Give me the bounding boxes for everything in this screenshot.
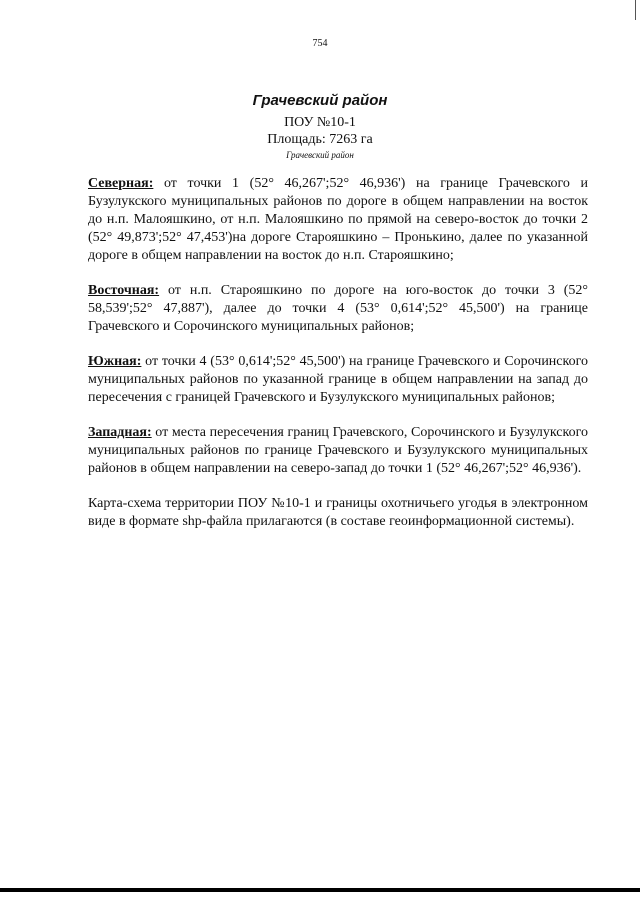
north-boundary-paragraph bbox=[88, 175, 588, 265]
east-boundary-text: от н.п. Старояшкино по дороге на юго-восток до точки 3 (52° 58,539';52° 47,887'), далее до точки 4 (53° 0,614';52° 45,500') на границе Грачевского и Сорочинского муниципальных районов; bbox=[88, 283, 588, 334]
scan-edge-mark bbox=[635, 0, 636, 20]
district-subtitle: Грачевский район bbox=[286, 150, 354, 160]
west-boundary-paragraph bbox=[88, 424, 588, 478]
east-boundary-label: Восточная: bbox=[88, 283, 160, 298]
footer-rule bbox=[0, 888, 640, 892]
map-note: Карта-схема территории ПОУ №10-1 и границы охотничьего угодья в электронном виде в формате shp-файла прилагаются (в составе геоинформационной системы). bbox=[88, 496, 588, 529]
south-boundary-text: от точки 4 (53° 0,614';52° 45,500') на границе Грачевского и Сорочинского муниципальных районов по указанной границе в общем направлении на запад до пересечения с границей Грачевского и Бузулукского муниципальных районов; bbox=[88, 354, 588, 405]
north-boundary-text: от точки 1 (52° 46,267';52° 46,936') на границе Грачевского и Бузулукского муниципальных районов по дороге в общем направлении на восток до н.п. Малояшкино, от н.п. Малояшкино по прямой на северо-восток до точки 2 (52° 49,873';52° 47,453')на дороге Старояшкино – Пронькино, далее по указанной дороге в общем направлении на восток до н.п. Старояшкино; bbox=[88, 176, 588, 263]
page-number: 754 bbox=[312, 38, 328, 49]
east-boundary-paragraph bbox=[88, 282, 588, 336]
document-header bbox=[0, 91, 640, 161]
boundary-description bbox=[88, 175, 588, 531]
west-boundary-text: от места пересечения границ Грачевского, Сорочинского и Бузулукского муниципальных районов по границе Грачевского и Бузулукского муниципальных районов в общем направлении на северо-запад до точки 1 (52° 46,267';52° 46,936'). bbox=[88, 425, 588, 476]
north-boundary-label: Северная: bbox=[88, 176, 154, 191]
area-value: Площадь: 7263 га bbox=[267, 132, 373, 147]
district-title: Грачевский район bbox=[252, 92, 388, 109]
south-boundary-paragraph bbox=[88, 353, 588, 407]
pou-number: ПОУ №10-1 bbox=[284, 115, 356, 130]
west-boundary-label: Западная: bbox=[88, 425, 152, 440]
south-boundary-label: Южная: bbox=[88, 354, 142, 369]
